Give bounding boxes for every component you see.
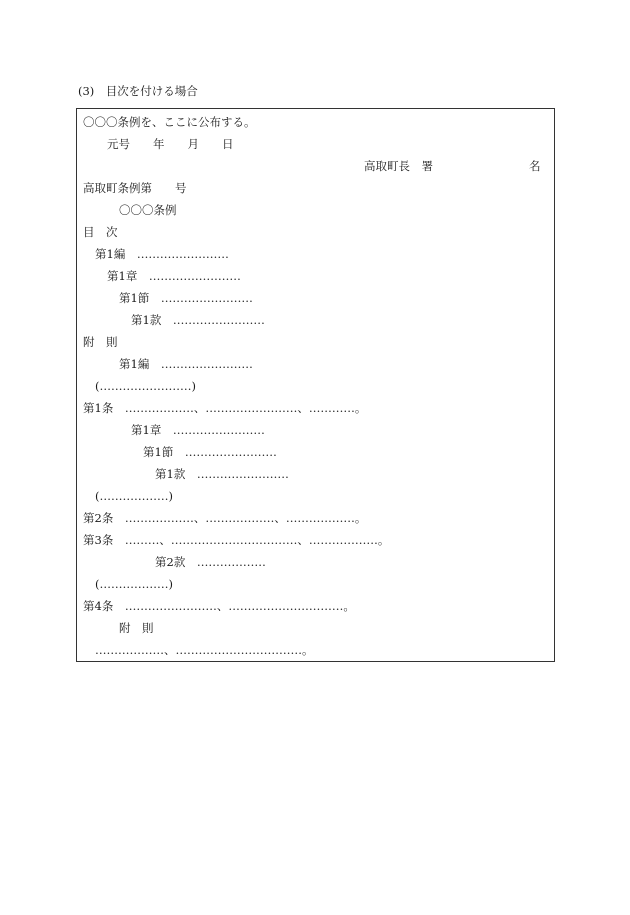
ordinance-title: 〇〇〇条例 — [119, 203, 177, 217]
supplementary-text: ………………、……………………………。 — [95, 643, 314, 657]
article-3: 第3条 ………、……………………………、………………。 — [83, 533, 390, 547]
toc-heading: 目 次 — [83, 225, 118, 239]
section-1-heading: 第1節 …………………… — [143, 445, 277, 459]
toc-supplementary: 附 則 — [83, 335, 118, 349]
supplementary-heading: 附 則 — [119, 621, 154, 635]
toc-chapter-1: 第1章 …………………… — [107, 269, 241, 283]
article-1-caption: (……………………) — [95, 379, 196, 393]
example-document-box — [76, 108, 555, 662]
chapter-1-heading: 第1章 …………………… — [131, 423, 265, 437]
toc-subsection-1: 第1款 …………………… — [131, 313, 265, 327]
article-4: 第4条 ……………………、…………………………。 — [83, 599, 355, 613]
toc-part-1: 第1編 …………………… — [95, 247, 229, 261]
article-1: 第1条 ………………、……………………、…………。 — [83, 401, 367, 415]
subsection-1-heading: 第1款 …………………… — [155, 467, 289, 481]
article-2: 第2条 ………………、………………、………………。 — [83, 511, 367, 525]
part-1-heading: 第1編 …………………… — [119, 357, 253, 371]
subsection-2-heading: 第2款 ……………… — [155, 555, 266, 569]
article-2-caption: (………………) — [95, 489, 173, 503]
date-line: 元号 年 月 日 — [107, 137, 234, 151]
toc-section-1: 第1節 …………………… — [119, 291, 253, 305]
mayor-signature-line: 高取町長 署 — [364, 159, 433, 173]
article-4-caption: (………………) — [95, 577, 173, 591]
section-heading: (3) 目次を付ける場合 — [78, 84, 198, 98]
ordinance-number-line: 高取町条例第 号 — [83, 181, 187, 195]
mayor-name-char: 名 — [529, 159, 541, 173]
promulgation-line: 〇〇〇条例を、ここに公布する。 — [83, 115, 256, 129]
